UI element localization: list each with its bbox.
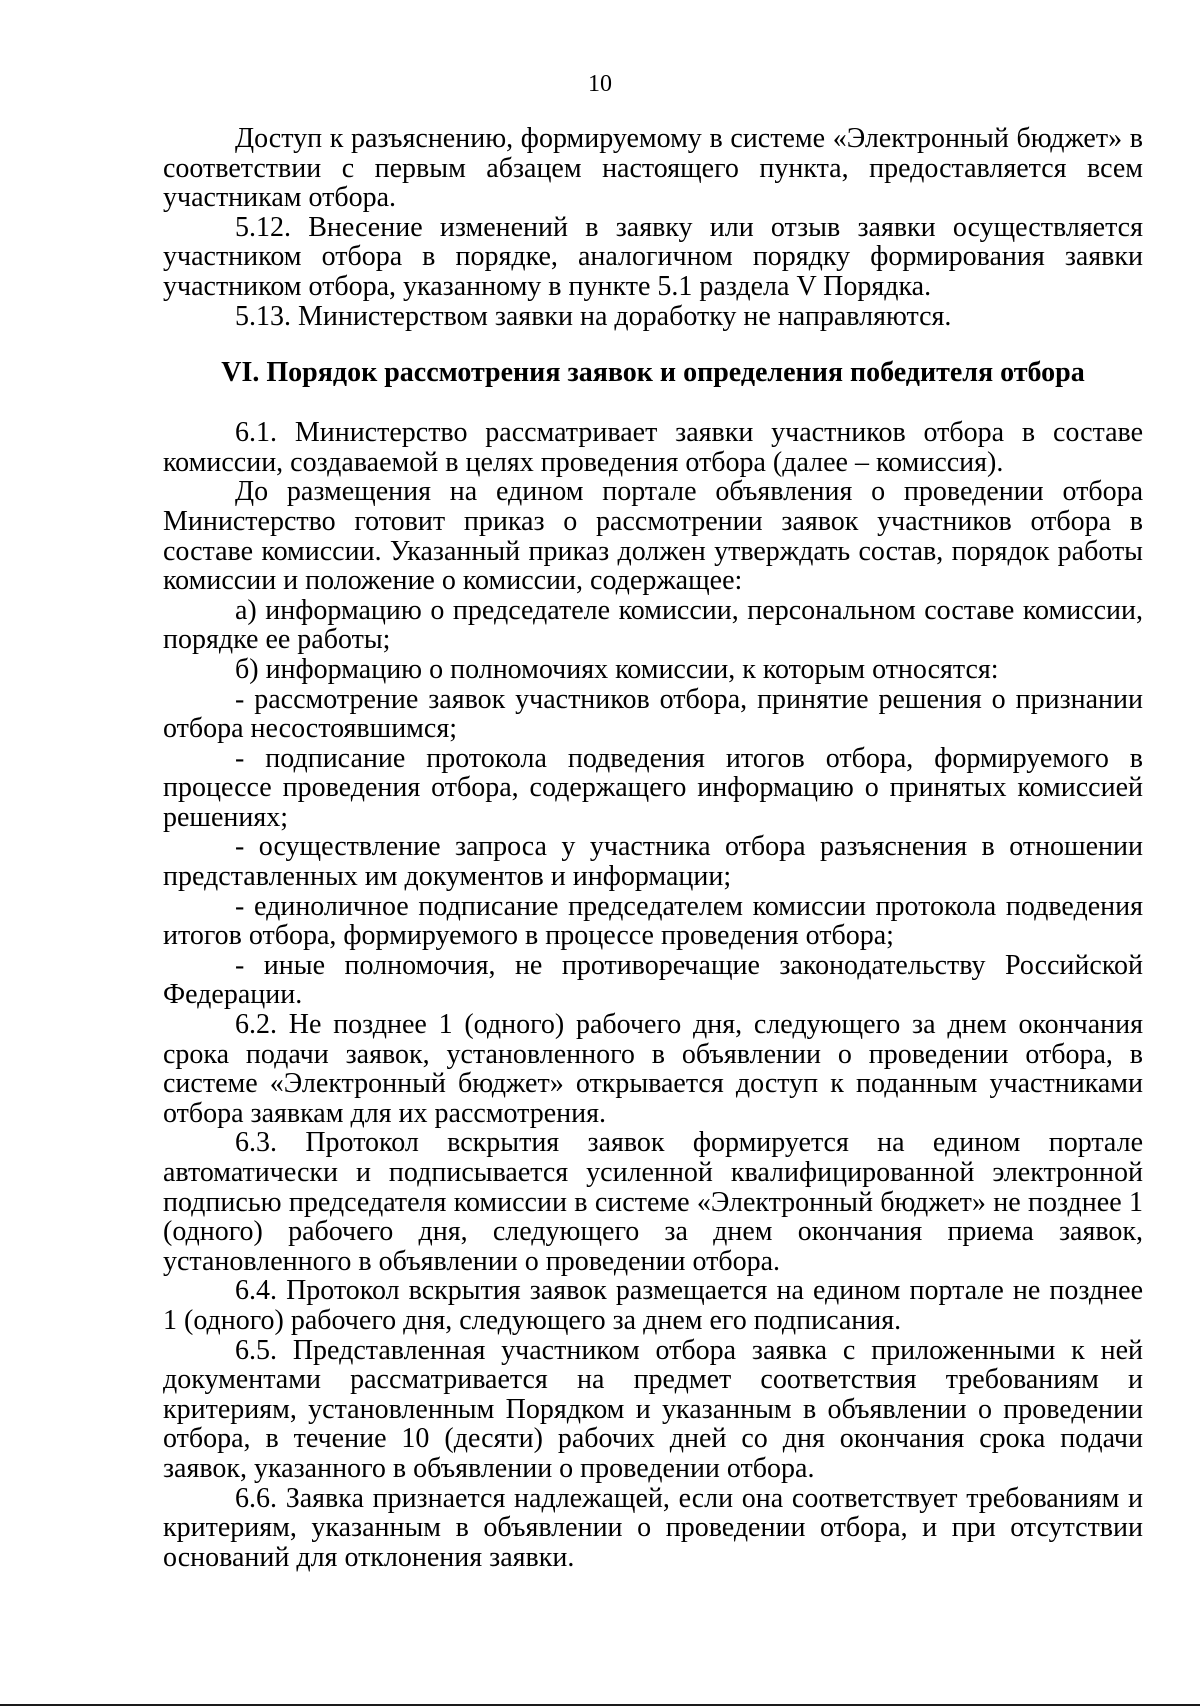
list-item-review-applications: - рассмотрение заявок участников отбора, принятие решения о признании отбора несостоявшимся; [163, 683, 1143, 745]
paragraph-6-1: 6.1. Министерство рассматривает заявки участников отбора в составе комиссии, создаваемой в целях проведения отбора (далее – комиссия). [163, 417, 1143, 478]
list-item-sign-protocol: - подписание протокола подведения итогов отбора, формируемого в процессе проведения отбора, содержащего информацию о принятых комиссией решениях; [163, 742, 1143, 833]
page-number: 10 [588, 71, 612, 97]
paragraph-5-13: 5.13. Министерством заявки на доработку не направляются. [235, 300, 952, 332]
list-item-other-powers: - иные полномочия, не противоречащие законодательству Российской Федерации. [163, 949, 1143, 1011]
section-heading: VI. Порядок рассмотрения заявок и определения победителя отбора [221, 357, 1085, 389]
paragraph-6-5: 6.5. Представленная участником отбора заявка с приложенными к ней документами рассматривается на предмет соответствия требованиям и критериям, установленным Порядком и указанным в объявлении о проведении отбора, в течение 10 (десяти) рабочих дней со дня окончания срока подачи заявок, указанного в объявлении о проведении отбора. [163, 1334, 1143, 1484]
paragraph-6-4: 6.4. Протокол вскрытия заявок размещается на едином портале не позднее 1 (одного) рабочего дня, следующего за днем его подписания. [163, 1275, 1143, 1336]
paragraph-6-6: 6.6. Заявка признается надлежащей, если она соответствует требованиям и критериям, указанным в объявлении о проведении отбора, и при отсутствии оснований для отклонения заявки. [163, 1482, 1143, 1573]
list-item-sole-signing: - единоличное подписание председателем комиссии протокола подведения итогов отбора, формируемого в процессе проведения отбора; [163, 890, 1143, 952]
paragraph-6-2: 6.2. Не позднее 1 (одного) рабочего дня, следующего за днем окончания срока подачи заявок, установленного в объявлении о проведении отбора, в системе «Электронный бюджет» открывается доступ к поданным участниками отбора заявкам для их рассмотрения. [163, 1009, 1143, 1129]
document-body [163, 124, 1143, 1572]
paragraph-5-12: 5.12. Внесение изменений в заявку или отзыв заявки осуществляется участником отбора в порядке, аналогичном порядку формирования заявки участником отбора, указанному в пункте 5.1 раздела V Порядка. [163, 211, 1143, 302]
paragraph-commission-order: До размещения на едином портале объявления о проведении отбора Министерство готовит приказ о рассмотрении заявок участников отбора в составе комиссии. Указанный приказ должен утверждать состав, порядок работы комиссии и положение о комиссии, содержащее: [163, 476, 1143, 597]
paragraph-access-clarification: Доступ к разъяснению, формируемому в системе «Электронный бюджет» в соответствии с первым абзацем настоящего пункта, предоставляется всем участникам отбора. [163, 123, 1143, 214]
paragraph-6-3: 6.3. Протокол вскрытия заявок формируется на едином портале автоматически и подписывается усиленной квалифицированной электронной подписью председателя комиссии в системе «Электронный бюджет» не позднее 1 (одного) рабочего дня, следующего за днем окончания приема заявок, установленного в объявлении о проведении отбора. [163, 1127, 1143, 1277]
list-item-a: а) информацию о председателе комиссии, персональном составе комиссии, порядке ее работы; [163, 594, 1143, 656]
list-item-b: б) информацию о полномочиях комиссии, к которым относятся: [235, 653, 999, 685]
list-item-request-clarification: - осуществление запроса у участника отбора разъяснения в отношении представленных им документов и информации; [163, 831, 1143, 893]
